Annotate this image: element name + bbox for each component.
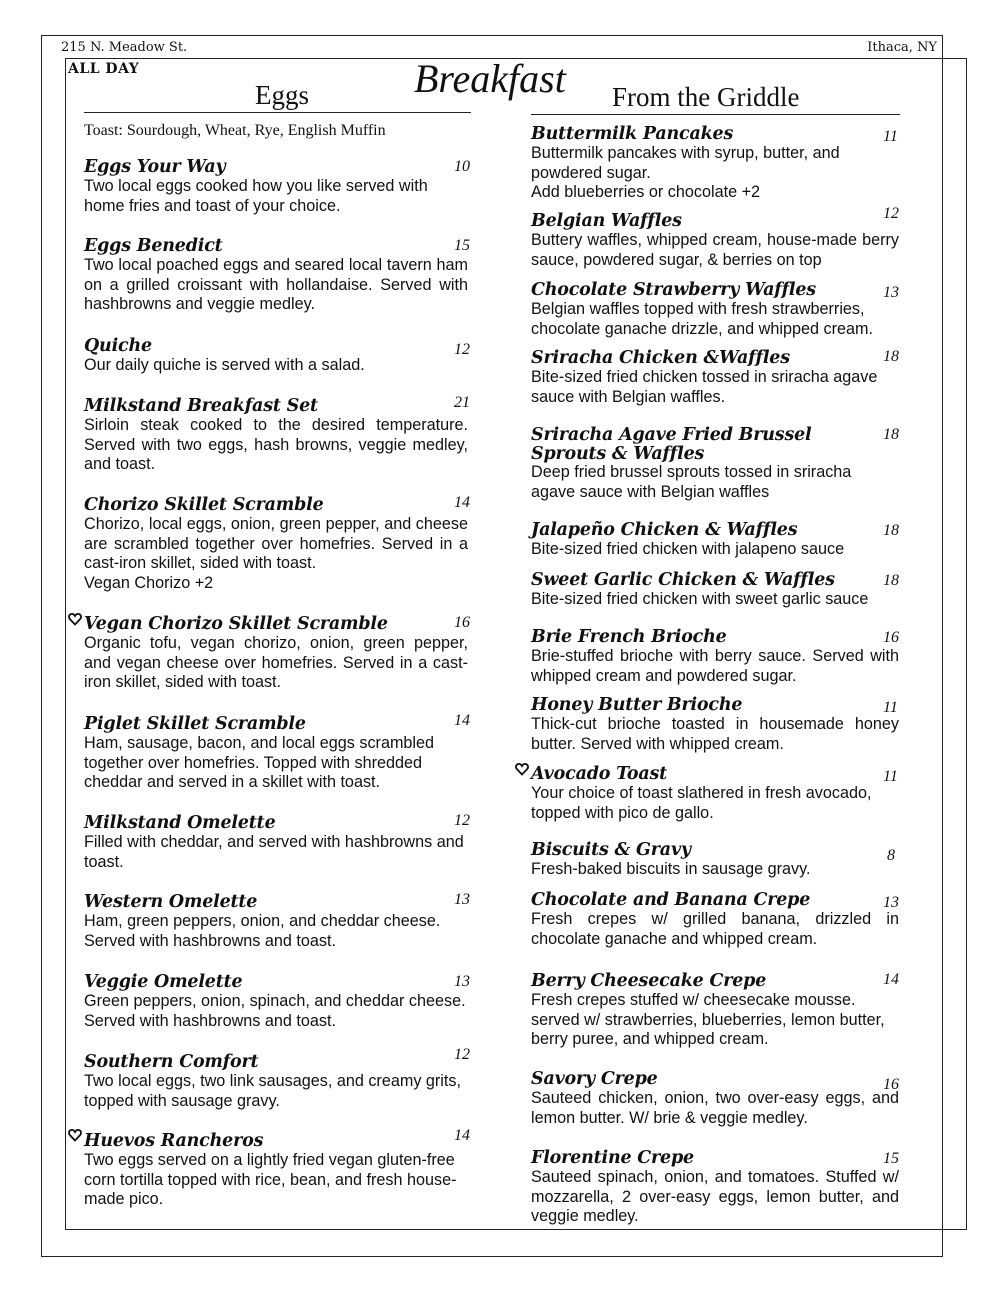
menu-item	[531, 971, 899, 1050]
item-name: Milkstand Breakfast Set	[84, 396, 318, 416]
vegan-heart-icon	[515, 762, 529, 776]
item-description: Two eggs served on a lightly fried vegan gluten-free corn tortilla topped with rice, bean, and fresh house-made pico.	[84, 1151, 457, 1209]
eggs-section-title: Eggs	[255, 80, 309, 110]
item-price: 14	[454, 712, 470, 729]
vegan-heart-icon	[68, 612, 82, 626]
griddle-section-title: From the Griddle	[612, 82, 800, 112]
menu-item	[84, 236, 468, 315]
item-price: 13	[883, 284, 899, 301]
item-description: Sauteed chicken, onion, two over-easy eggs, and lemon butter. W/ brie & veggie medley.	[531, 1089, 899, 1127]
item-name: Vegan Chorizo Skillet Scramble	[84, 614, 388, 634]
menu-item	[531, 426, 899, 502]
item-price: 16	[883, 629, 899, 646]
griddle-title-rule	[531, 114, 900, 115]
item-price: 13	[454, 891, 470, 908]
item-price: 16	[454, 614, 470, 631]
item-name: Chocolate Strawberry Waffles	[531, 280, 816, 300]
address: 215 N. Meadow St.	[61, 40, 188, 55]
item-description: Organic tofu, vegan chorizo, onion, green pepper, and vegan cheese over homefries. Served in a cast-iron skillet, sided with toast.	[84, 634, 468, 692]
item-price: 13	[454, 973, 470, 990]
toast-options-note: Toast: Sourdough, Wheat, Rye, English Muffin	[84, 122, 386, 139]
item-name: Belgian Waffles	[531, 211, 682, 231]
item-name: Piglet Skillet Scramble	[84, 714, 306, 734]
item-price: 16	[883, 1076, 899, 1093]
item-price: 11	[883, 128, 898, 145]
item-price: 12	[454, 812, 470, 829]
item-name: Honey Butter Brioche	[531, 695, 743, 715]
item-name: Florentine Crepe	[531, 1148, 694, 1168]
menu-item	[84, 396, 468, 475]
item-name: Brie French Brioche	[531, 627, 727, 647]
item-description: Sauteed spinach, onion, and tomatoes. Stuffed w/ mozzarella, 2 over-easy eggs, lemon butter, and veggie medley.	[531, 1168, 899, 1226]
menu-item	[84, 813, 468, 872]
item-name: Jalapeño Chicken & Waffles	[531, 520, 798, 540]
item-description: Deep fried brussel sprouts tossed in sriracha agave sauce with Belgian waffles	[531, 463, 852, 501]
menu-item	[84, 336, 468, 376]
item-price: 12	[454, 1046, 470, 1063]
item-description: Our daily quiche is served with a salad.	[84, 356, 365, 374]
item-name: Chorizo Skillet Scramble	[84, 495, 324, 515]
menu-item	[531, 627, 899, 686]
item-price: 21	[454, 394, 470, 411]
menu-item	[531, 764, 899, 823]
menu-item	[531, 348, 899, 407]
item-description: Brie-stuffed brioche with berry sauce. Served with whipped cream and powdered sugar.	[531, 647, 899, 685]
item-price: 15	[454, 237, 470, 254]
item-name: Savory Crepe	[531, 1069, 658, 1089]
all-day-label: ALL DAY	[68, 61, 140, 77]
item-price: 11	[883, 768, 898, 785]
item-description: Fresh-baked biscuits in sausage gravy.	[531, 860, 811, 878]
city: Ithaca, NY	[867, 40, 937, 55]
item-price: 18	[883, 426, 899, 443]
menu-item	[531, 1148, 899, 1227]
menu-item	[531, 205, 899, 270]
item-price: 12	[883, 205, 899, 222]
menu-item	[531, 840, 899, 880]
item-description: Two local eggs, two link sausages, and creamy grits, topped with sausage gravy.	[84, 1072, 461, 1110]
item-description: Bite-sized fried chicken with jalapeno sauce	[531, 540, 845, 558]
item-description: Bite-sized fried chicken with sweet garlic sauce	[531, 590, 869, 608]
item-description: Two local poached eggs and seared local tavern ham on a grilled croissant with hollandaise. Served with hashbrowns and veggie medley.	[84, 256, 468, 314]
eggs-title-rule	[84, 112, 471, 113]
item-price: 12	[454, 341, 470, 358]
item-name: Southern Comfort	[84, 1052, 259, 1072]
item-name: Eggs Your Way	[84, 157, 226, 177]
menu-item	[84, 1046, 470, 1111]
item-description: Fresh crepes stuffed w/ cheesecake mousse. served w/ strawberries, blueberries, lemon butter, berry puree, and whipped cream.	[531, 991, 885, 1049]
vegan-heart-icon	[68, 1128, 82, 1142]
item-name: Quiche	[84, 336, 152, 356]
menu-item	[84, 1127, 470, 1210]
item-price: 18	[883, 572, 899, 589]
menu-item	[84, 892, 468, 951]
item-addon: Vegan Chorizo +2	[84, 573, 214, 592]
menu-item	[84, 714, 468, 793]
item-description: Belgian waffles topped with fresh strawberries, chocolate ganache drizzle, and whipped cream.	[531, 300, 873, 338]
item-description: Your choice of toast slathered in fresh avocado, topped with pico de gallo.	[531, 784, 872, 822]
item-name: Sriracha Chicken &Waffles	[531, 348, 790, 368]
item-name: Chocolate and Banana Crepe	[531, 890, 811, 910]
item-price: 10	[454, 158, 470, 175]
item-name: Sweet Garlic Chicken & Waffles	[531, 570, 835, 590]
item-name: Huevos Rancheros	[84, 1131, 264, 1151]
item-name: Milkstand Omelette	[84, 813, 276, 833]
item-description: Chorizo, local eggs, onion, green pepper, and cheese are scrambled together over homefries. Served in a cast-iron skillet, sided with toast.	[84, 515, 468, 573]
menu-item	[531, 695, 899, 754]
item-description: Bite-sized fried chicken tossed in sriracha agave sauce with Belgian waffles.	[531, 368, 878, 406]
menu-item	[84, 614, 468, 693]
menu-item	[531, 1069, 899, 1128]
item-price: 18	[883, 522, 899, 539]
menu-item	[531, 520, 899, 560]
item-name: Western Omelette	[84, 892, 258, 912]
item-description: Buttermilk pancakes with syrup, butter, and powdered sugar.	[531, 144, 840, 182]
item-description: Two local eggs cooked how you like served with home fries and toast of your choice.	[84, 177, 428, 215]
item-description: Green peppers, onion, spinach, and cheddar cheese. Served with hashbrowns and toast.	[84, 992, 466, 1030]
item-description: Thick-cut brioche toasted in housemade honey butter. Served with whipped cream.	[531, 715, 899, 753]
item-name: Eggs Benedict	[84, 236, 223, 256]
item-price: 14	[454, 494, 470, 511]
item-price: 14	[454, 1127, 470, 1144]
menu-item	[84, 157, 468, 216]
item-description: Buttery waffles, whipped cream, house-made berry sauce, powdered sugar, & berries on top	[531, 231, 899, 269]
item-description: Filled with cheddar, and served with hashbrowns and toast.	[84, 833, 464, 871]
item-name: Veggie Omelette	[84, 972, 243, 992]
item-name: Avocado Toast	[531, 764, 668, 784]
item-description: Fresh crepes w/ grilled banana, drizzled in chocolate ganache and whipped cream.	[531, 910, 899, 948]
item-price: 11	[883, 699, 898, 716]
item-price: 13	[883, 894, 899, 911]
item-description: Sirloin steak cooked to the desired temperature. Served with two eggs, hash browns, veggie medley, and toast.	[84, 416, 468, 474]
item-addon: Add blueberries or chocolate +2	[531, 183, 761, 202]
menu-item	[531, 890, 899, 949]
item-name: Berry Cheesecake Crepe	[531, 971, 767, 991]
item-name: Buttermilk Pancakes	[531, 124, 734, 144]
menu-item	[531, 124, 899, 203]
item-description: Ham, green peppers, onion, and cheddar cheese. Served with hashbrowns and toast.	[84, 912, 441, 950]
item-description: Ham, sausage, bacon, and local eggs scrambled together over homefries. Topped with shredded cheddar and served in a skillet with toast.	[84, 734, 435, 792]
menu-item	[531, 280, 899, 339]
menu-item	[84, 495, 468, 593]
item-price: 18	[883, 348, 899, 365]
item-name: Sriracha Agave Fried Brussel Sprouts & Waffles	[531, 425, 812, 464]
menu-item	[531, 570, 899, 610]
item-price: 8	[887, 847, 895, 864]
menu-title: Breakfast	[414, 56, 566, 101]
menu-item	[84, 972, 468, 1031]
item-price: 15	[883, 1150, 899, 1167]
item-name: Biscuits & Gravy	[531, 840, 691, 860]
item-price: 14	[883, 971, 899, 988]
